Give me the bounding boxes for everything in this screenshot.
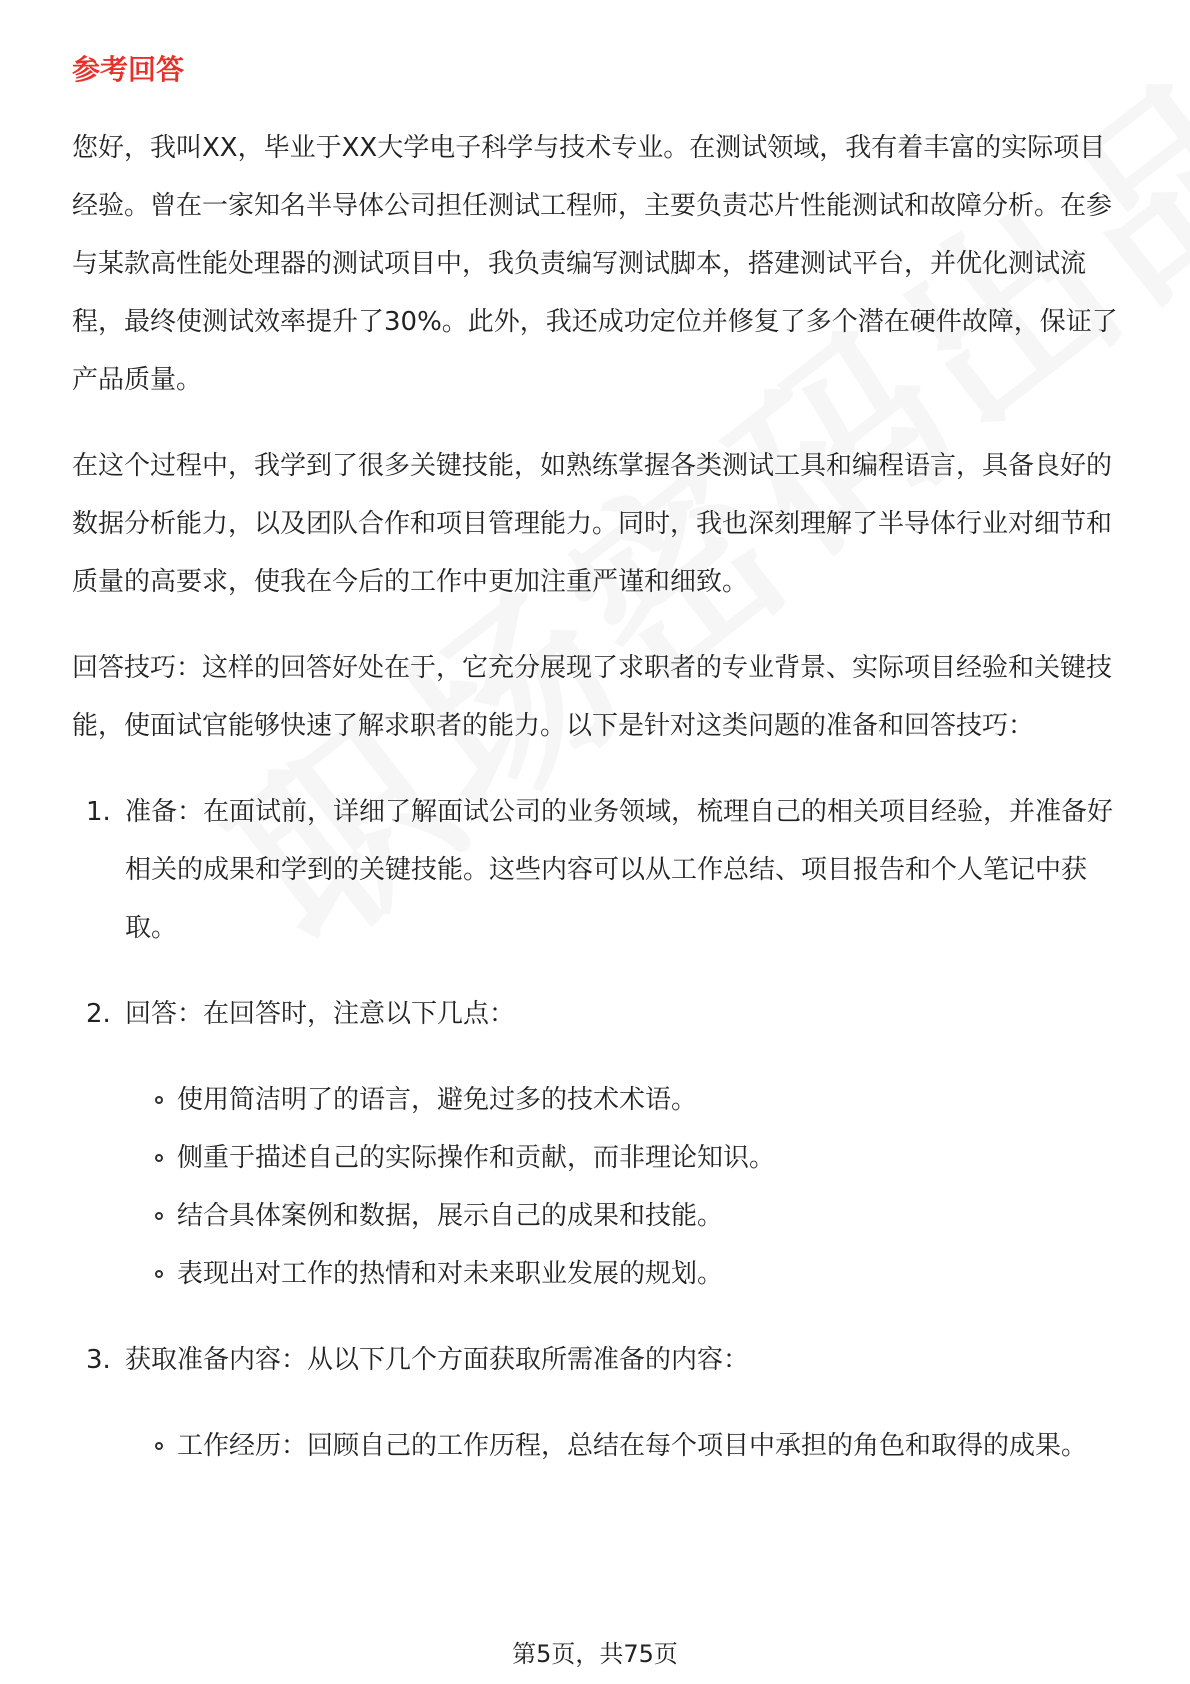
steps-list [72, 783, 1118, 1475]
sub-item [125, 1245, 1118, 1303]
step-item [72, 783, 1118, 957]
step-number: 1. [86, 797, 111, 828]
sub-item [125, 1129, 1118, 1187]
step-number: 2. [86, 999, 111, 1030]
paragraph-tips: 回答技巧：这样的回答好处在于，它充分展现了求职者的专业背景、实际项目经验和关键技能，使面试官能够快速了解求职者的能力。以下是针对这类问题的准备和回答技巧： [72, 653, 1113, 742]
sub-item-text: 结合具体案例和数据，展示自己的成果和技能。 [177, 1201, 724, 1232]
step-text: 准备：在面试前，详细了解面试公司的业务领域，梳理自己的相关项目经验，并准备好相关的成果和学到的关键技能。这些内容可以从工作总结、项目报告和个人笔记中获取。 [125, 797, 1114, 944]
step-text: 回答：在回答时，注意以下几点： [125, 999, 516, 1030]
section-title: 参考回答 [72, 53, 185, 86]
sub-item-text: 工作经历：回顾自己的工作历程，总结在每个项目中承担的角色和取得的成果。 [177, 1431, 1088, 1462]
sub-item [125, 1187, 1118, 1245]
paragraph-skills: 在这个过程中，我学到了很多关键技能，如熟练掌握各类测试工具和编程语言，具备良好的数据分析能力，以及团队合作和项目管理能力。同时，我也深刻理解了半导体行业对细节和质量的高要求，使我在今后的工作中更加注重严谨和细致。 [72, 451, 1113, 598]
circle-bullet-icon [155, 1212, 163, 1220]
sub-item-text: 表现出对工作的热情和对未来职业发展的规划。 [177, 1259, 724, 1290]
sub-item-text: 侧重于描述自己的实际操作和贡献，而非理论知识。 [177, 1143, 776, 1174]
circle-bullet-icon [155, 1442, 163, 1450]
sub-item-text: 使用简洁明了的语言，避免过多的技术术语。 [177, 1085, 698, 1116]
page-footer: 第5页，共75页 [512, 1640, 678, 1668]
sub-list [125, 1417, 1118, 1475]
circle-bullet-icon [155, 1270, 163, 1278]
document-page [72, 40, 1118, 1503]
step-text: 获取准备内容：从以下几个方面获取所需准备的内容： [125, 1345, 750, 1376]
circle-bullet-icon [155, 1154, 163, 1162]
step-item [72, 1331, 1118, 1475]
sub-list [125, 1071, 1118, 1303]
circle-bullet-icon [155, 1096, 163, 1104]
sub-item [125, 1071, 1118, 1129]
step-item [72, 985, 1118, 1303]
paragraph-intro: 您好，我叫XX，毕业于XX大学电子科学与技术专业。在测试领域，我有着丰富的实际项目经验。曾在一家知名半导体公司担任测试工程师，主要负责芯片性能测试和故障分析。在参与某款高性能处理器的测试项目中，我负责编写测试脚本，搭建测试平台，并优化测试流程，最终使测试效率提升了30%。此外，我还成功定位并修复了多个潜在硬件故障，保证了产品质量。 [72, 133, 1118, 396]
step-number: 3. [86, 1345, 111, 1376]
sub-item [125, 1417, 1118, 1475]
